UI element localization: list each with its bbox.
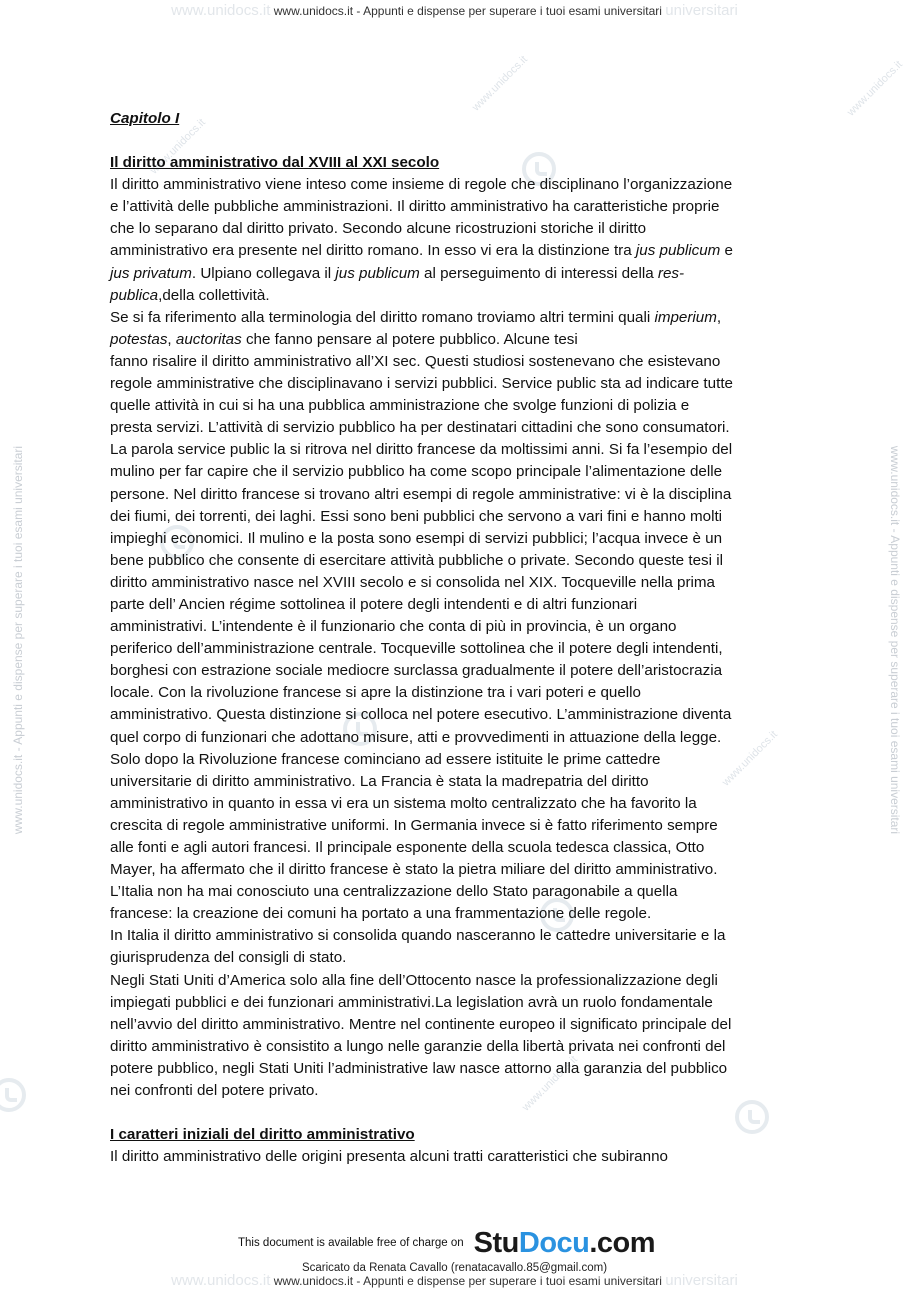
paragraph-line: Mayer, ha affermato che il diritto francese è stato la pietra miliare del diritto amministrativo. xyxy=(110,861,718,879)
studocu-footer xyxy=(238,1226,655,1260)
availability-text: This document is available free of charge on xyxy=(238,1237,464,1249)
side-watermark-right: www.unidocs.it - Appunti e dispense per superare i tuoi esami universitari xyxy=(888,445,902,835)
paragraph-line: jus privatum. Ulpiano collegava il jus publicum al perseguimento di interessi della res- xyxy=(110,264,685,282)
paragraph-line: parte dell’ Ancien régime sottolinea il potere degli intendenti e di altri funzionari xyxy=(110,595,638,613)
paragraph-line: alle fonti e agli autori francesi. Il principale esponente della scuola tedesca classica, Otto xyxy=(110,839,705,856)
paragraph-line: francese: la creazione dei comuni ha portato a una frammentazione delle regole. xyxy=(110,905,652,923)
diagonal-watermark: www.unidocs.it xyxy=(148,116,208,177)
paragraph-line: amministrativo in quanto in essa vi era un sistema molto centralizzato che ha favorito la xyxy=(110,794,697,812)
header-watermark-faded-right: universitari xyxy=(665,2,738,19)
paragraph-line: impieghi economici. Il mulino e la posta sono esempi di servizi pubblici; l’acqua invece è un xyxy=(110,529,723,547)
paragraph-line: crescita di regole amministrative uniformi. In Germania invece si è fatto riferimento sempre xyxy=(110,816,718,834)
paragraph-line: diritto amministrativo è consistito a lungo nelle garanzie della libertà privata nei confronti del xyxy=(110,1037,726,1055)
paragraph-line: borghesi con estrazione sociale mediocre surclassa gradualmente il potere dell’aristocrazia xyxy=(110,662,723,680)
paragraph-line: In Italia il diritto amministrativo si consolida quando nasceranno le cattedre universitarie e la xyxy=(110,927,726,945)
paragraph-line: che lo separano dal diritto privato. Secondo alcune ricostruzioni storiche il diritto xyxy=(110,220,647,238)
paragraph-line: persone. Nel diritto francese si trovano altri esempi di regole amministrative: vi è la disciplina xyxy=(110,485,732,503)
paragraph-line: Se si fa riferimento alla terminologia del diritto romano troviamo altri termini quali imperium, xyxy=(110,308,722,326)
paragraph-line: mulino per far capire che il servizio pubblico ha come scopo principale l’alimentazione delle xyxy=(110,463,723,481)
paragraph-line: Negli Stati Uniti d’America solo alla fine dell’Ottocento nasce la professionalizzazione degli xyxy=(110,971,718,989)
paragraph-line: regole amministrative che disciplinavano i servizi pubblici. Service public sta ad indicare tutte xyxy=(110,375,733,393)
section-heading: Il diritto amministrativo dal XVIII al XXI secolo xyxy=(110,154,440,172)
diagonal-watermark: www.unidocs.it xyxy=(720,728,780,789)
header-watermark xyxy=(0,2,909,19)
paragraph-line: periferico dell’amministrazione centrale. Tocqueville sottolinea che il potere degli intendenti, xyxy=(110,640,723,658)
diagonal-watermark: www.unidocs.it xyxy=(470,53,530,114)
paragraph-line: Solo dopo la Rivoluzione francese cominciano ad essere istituite le prime cattedre xyxy=(110,750,661,768)
paragraph-line: dei fiumi, dei torrenti, dei laghi. Essi sono beni pubblici che servono a vari fini e hanno molti xyxy=(110,507,723,525)
paragraph-line: impiegati pubblici e dei funzionari amministrativi.La legislation avrà un ruolo fondamentale xyxy=(110,993,713,1011)
paragraph-line: e l’attività delle pubbliche amministrazioni. Il diritto amministrativo ha caratteristiche proprie xyxy=(110,198,720,216)
side-watermark-left: www.unidocs.it - Appunti e dispense per superare i tuoi esami universitari xyxy=(11,445,25,835)
diagonal-watermark: www.unidocs.it xyxy=(520,1053,580,1114)
paragraph-line: Il diritto amministrativo viene inteso come insieme di regole che disciplinano l’organizzazione xyxy=(110,176,733,194)
paragraph-line: nei confronti del potere privato. xyxy=(110,1082,319,1100)
diagonal-watermark: www.unidocs.it xyxy=(845,58,905,119)
paragraph-line: giurisprudenza del consigli di stato. xyxy=(110,949,347,967)
studocu-logo[interactable]: StuDocu.com xyxy=(473,1226,656,1259)
paragraph-text xyxy=(110,174,802,1102)
downloaded-by-text: Scaricato da Renata Cavallo (renatacavallo.85@gmail.com) xyxy=(301,1262,608,1274)
paragraph-line: universitarie di diritto amministrativo. La Francia è stata la madrepatria del diritto xyxy=(110,772,649,790)
paragraph-line: La parola service public la si ritrova nel diritto francese da moltissimi anni. Si fa l’esempio del xyxy=(110,441,733,459)
header-watermark-text: www.unidocs.it - Appunti e dispense per superare i tuoi esami universitari xyxy=(273,4,662,18)
paragraph-line: presta servizi. L’attività di servizio pubblico ha per destinatari cittadini che sono consumatori. xyxy=(110,419,730,437)
paragraph-line: amministrativo. Questa distinzione si colloca nel potere esecutivo. L’amministrazione diventa xyxy=(110,706,732,724)
paragraph-line: potere pubblico, negli Stati Uniti l’administrative law nasce attorno alla garanzia del pubblico xyxy=(110,1059,728,1077)
paragraph-line: diritto amministrativo nasce nel XVIII secolo e si consolida nel XIX. Tocqueville nella prima xyxy=(110,573,715,591)
document-body xyxy=(110,108,802,1168)
paragraph-line: publica,della collettività. xyxy=(110,286,270,304)
header-watermark-faded-left: www.unidocs.it xyxy=(171,2,271,19)
footer-watermark: www.unidocs.it www.unidocs.it - Appunti e dispense per superare i tuoi esami universitari universitari xyxy=(171,1272,738,1289)
paragraph-line: locale. Con la rivoluzione francese si apre la distinzione tra i vari poteri e quello xyxy=(110,684,641,702)
paragraph-line: amministrativi. L’intendente è il funzionario che conta di più in provincia, è un organo xyxy=(110,618,677,636)
paragraph-line: fanno risalire il diritto amministrativo all’XI sec. Questi studiosi sostenevano che esistevano xyxy=(110,352,721,370)
paragraph-line: nell’avvio del diritto amministrativo. Mentre nel continente europeo il significato principale del xyxy=(110,1015,732,1033)
paragraph-line: Il diritto amministrativo delle origini presenta alcuni tratti caratteristici che subiranno xyxy=(110,1148,668,1166)
paragraph-line: bene pubblico che consente di esercitare attività pubbliche o private. Secondo queste tesi il xyxy=(110,551,723,569)
chapter-title: Capitolo I xyxy=(110,110,180,127)
paragraph-line: quel corpo di funzionari che adottano misure, atti e provvedimenti in attuazione della legge. xyxy=(110,728,722,746)
paragraph-line: amministrativo era presente nel diritto romano. In esso vi era la distinzione tra jus publicum e xyxy=(110,242,733,260)
paragraph-line: L’Italia non ha mai conosciuto una centralizzazione dello Stato paragonabile a quella xyxy=(110,883,678,901)
paragraph-line: potestas, auctoritas che fanno pensare al potere pubblico. Alcune tesi xyxy=(110,330,578,348)
paragraph-line: quelle attività in cui si ha una pubblica amministrazione che svolge funzioni di polizia e xyxy=(110,397,690,415)
section-heading: I caratteri iniziali del diritto amministrativo xyxy=(110,1126,415,1144)
watermark-logo-icon xyxy=(0,1078,26,1112)
